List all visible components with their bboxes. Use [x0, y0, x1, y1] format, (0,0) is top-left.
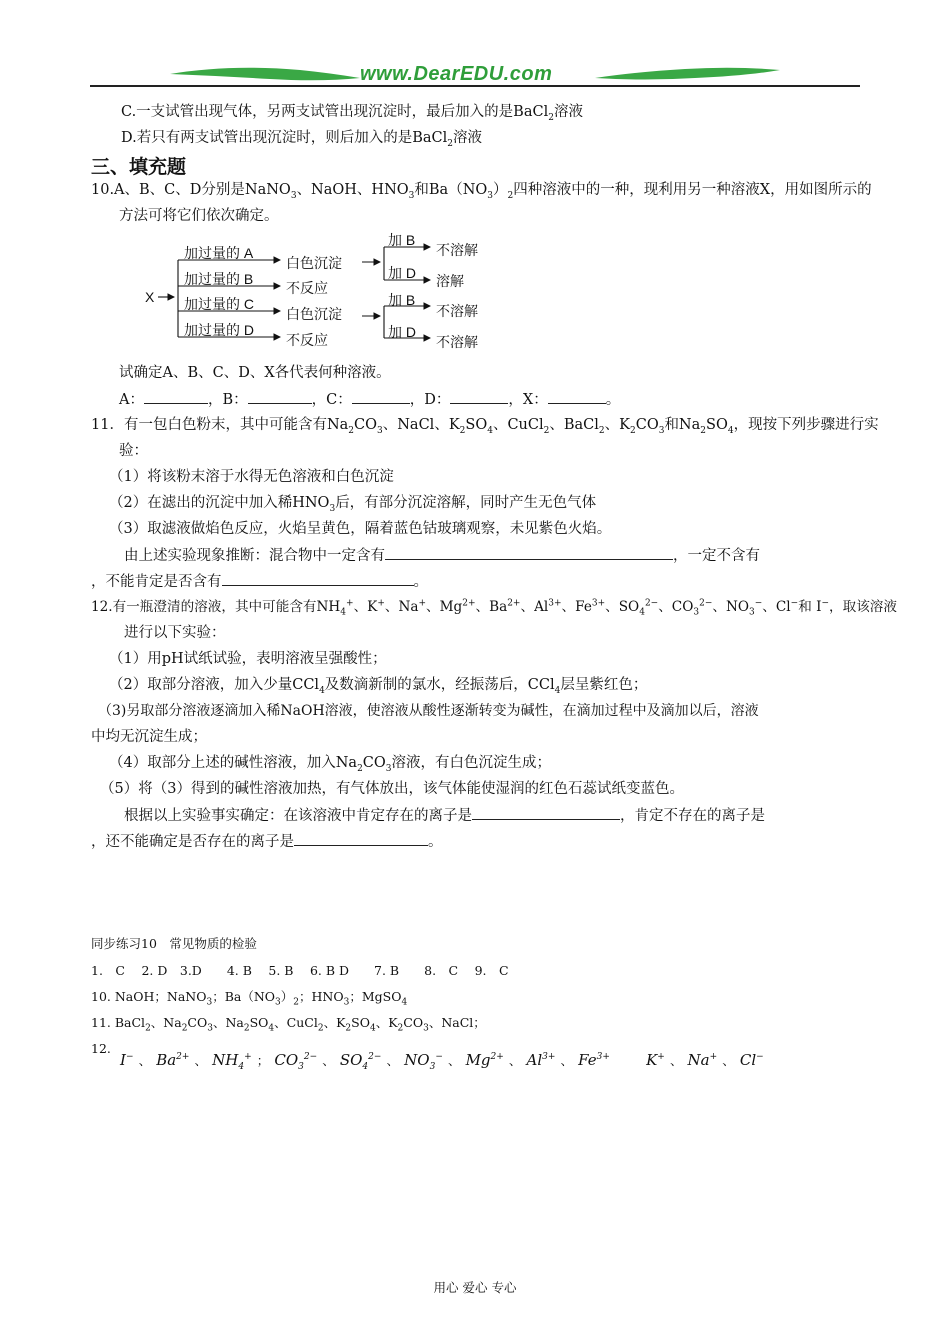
ion-no3: $NO_3^-$	[404, 1051, 443, 1072]
ion-i: I−	[120, 1051, 134, 1069]
sub-branch-1d: 加 D	[388, 265, 416, 281]
sub-branch-2b: 加 B	[388, 292, 416, 308]
q11-step1: （1）将该粉末溶于水得无色溶液和白色沉淀	[109, 469, 394, 485]
sub-result-2b: 不溶解	[436, 303, 478, 319]
q11-step2: （2）在滤出的沉淀中加入稀$HNO_3$后，有部分沉淀溶解，同时产生无色气体	[109, 495, 597, 514]
diagram-x-label: X	[145, 289, 155, 305]
blank-q11-unsure[interactable]	[222, 571, 414, 586]
q11-infer: 由上述实验现象推断：混合物中一定含有 ，一定不含有	[124, 545, 760, 566]
answers-12-label: 12.	[91, 1041, 111, 1056]
result-a: 白色沉淀	[286, 255, 342, 271]
sub-result-1d: 溶解	[436, 273, 464, 289]
q12-step4: （4）取部分上述的碱性溶液，加入$Na_2CO_3$溶液，有白色沉淀生成；	[109, 755, 552, 774]
q12-step3-cont: 中均无沉淀生成；	[91, 729, 207, 745]
option-c: C.一支试管出现气体，另两支试管出现沉淀时，最后加入的是BaCl$_2$溶液	[121, 104, 583, 123]
q12-conclude: 根据以上实验事实确定：在该溶液中肯定存在的离子是 ，肯定不存在的离子是	[124, 805, 765, 826]
q12-step2: （2）取部分溶液，加入少量CCl$_4$及数滴新制的氯水，经振荡后，CCl$_4$层呈紫红色；	[109, 677, 648, 696]
branch-a: 加过量的 A	[184, 245, 254, 261]
ion-mg: $Mg^{2+}$	[465, 1051, 504, 1069]
ion-ba: $Ba^{2+}$	[156, 1051, 190, 1069]
logo-swoosh-left	[170, 62, 360, 84]
blank-q12-present[interactable]	[472, 805, 620, 820]
sub-result-1b: 不溶解	[436, 242, 478, 258]
sub-branch-2d: 加 D	[388, 324, 416, 340]
q10-ask: 试确定A、B、C、D、X各代表何种溶液。	[119, 365, 391, 381]
q10-line1: 10.A、B、C、D分别是NaNO$_3$、NaOH、$HNO_3$和$Ba(NO_3)_2$四种溶液中的一种，现利用另一种溶液X，用如图所示的	[91, 182, 872, 201]
sub-result-2d: 不溶解	[436, 334, 478, 350]
ion-fe: $Fe^{3+}$	[578, 1051, 610, 1069]
q12-step1: （1）用pH试纸试验，表明溶液呈强酸性；	[109, 651, 387, 667]
q10-answer-line: A： ，B： ，C： ，D： ，X： 。	[119, 389, 620, 410]
q10-line2: 方法可将它们依次确定。	[119, 208, 279, 224]
ion-so4: $SO_4^{2-}$	[339, 1051, 382, 1072]
logo-swoosh-right	[595, 62, 780, 84]
ion-na: Na+	[687, 1051, 718, 1069]
q12-step5: （5）将（3）得到的碱性溶液加热，有气体放出，该气体能使湿润的红色石蕊试纸变蓝色。	[100, 781, 684, 797]
q11-line2: 验：	[119, 443, 148, 459]
blank-a[interactable]	[144, 389, 208, 404]
page-footer: 用心 爱心 专心	[433, 1280, 517, 1295]
branch-d: 加过量的 D	[184, 322, 254, 338]
answers-mc: 1. C 2. D 3.D 4. B 5. B 6. B D 7. B 8. C 9. C	[91, 963, 509, 978]
answers-12-ions: I− 、 $Ba^{2+}$ 、 $NH_4^+$ ； $CO_3^{2-}$ 、 $SO_4^{2-}$ 、 $NO_3^-$ 、 $Mg^{2+}$ 、 $Al^{3+}$ 、 $Fe^{3+}$ K+ 、 Na+ 、 Cl−	[120, 1051, 764, 1072]
result-c: 白色沉淀	[286, 306, 342, 322]
answers-title: 同步练习10 常见物质的检验	[91, 936, 257, 951]
answers-10: 10. NaOH；NaNO$_3$；$Ba(NO_3)_2$；$HNO_3$；MgSO$_4$	[91, 989, 408, 1008]
q12-line2: 进行以下实验：	[124, 625, 226, 641]
result-b: 不反应	[286, 280, 328, 296]
section-title: 三、填充题	[91, 157, 187, 178]
blank-c[interactable]	[352, 389, 410, 404]
q12-line1: 12.有一瓶澄清的溶液，其中可能含有$NH_4^+$、K+、Na+、$Mg^{2+}$、$Ba^{2+}$、$Al^{3+}$、$Fe^{3+}$、$SO_4^{2-}$、$CO_3^{2-}$、$NO_3^-$、Cl−和 I−，取该溶液	[91, 598, 897, 618]
branch-c: 加过量的 C	[184, 296, 254, 312]
ion-cl: Cl−	[739, 1051, 764, 1069]
header-rule	[90, 85, 860, 87]
q12-step3: （3)另取部分溶液逐滴加入稀NaOH溶液，使溶液从酸性逐渐转变为碱性，在滴加过程中及滴加以后，溶液	[98, 703, 759, 719]
blank-q12-unsure[interactable]	[294, 831, 428, 846]
ion-k: K+	[646, 1051, 665, 1069]
q11-step3: （3）取滤液做焰色反应，火焰呈黄色，隔着蓝色钴玻璃观察，未见紫色火焰。	[109, 521, 612, 537]
blank-q11-must[interactable]	[385, 545, 673, 560]
option-d: D.若只有两支试管出现沉淀时，则后加入的是BaCl$_2$溶液	[121, 130, 482, 149]
result-d: 不反应	[286, 332, 328, 348]
blank-x[interactable]	[548, 389, 606, 404]
site-logo[interactable]: www.DearEDU.com	[360, 63, 553, 85]
ion-nh4: $NH_4^+$	[212, 1051, 252, 1072]
answers-11: 11. BaCl$_2$、$Na_2CO_3$、$Na_2SO_4$、CuCl$_2$、$K_2SO_4$、$K_2CO_3$、NaCl；	[91, 1015, 486, 1034]
q11-infer-2: ，不能肯定是否含有 。	[91, 571, 428, 592]
q10-flow-diagram	[140, 234, 500, 354]
q12-conclude-2: ，还不能确定是否存在的离子是 。	[91, 831, 443, 852]
q11-line1: 11．有一包白色粉末，其中可能含有$Na_2CO_3$、NaCl、$K_2SO_4$、CuCl$_2$、BaCl$_2$、$K_2CO_3$和$Na_2SO_4$，现按下列步骤进行实	[91, 417, 879, 436]
ion-al: $Al^{3+}$	[526, 1051, 556, 1069]
sub-branch-1b: 加 B	[388, 232, 416, 248]
blank-b[interactable]	[248, 389, 312, 404]
blank-d[interactable]	[450, 389, 508, 404]
ion-co3: $CO_3^{2-}$	[274, 1051, 318, 1072]
branch-b: 加过量的 B	[184, 271, 254, 287]
